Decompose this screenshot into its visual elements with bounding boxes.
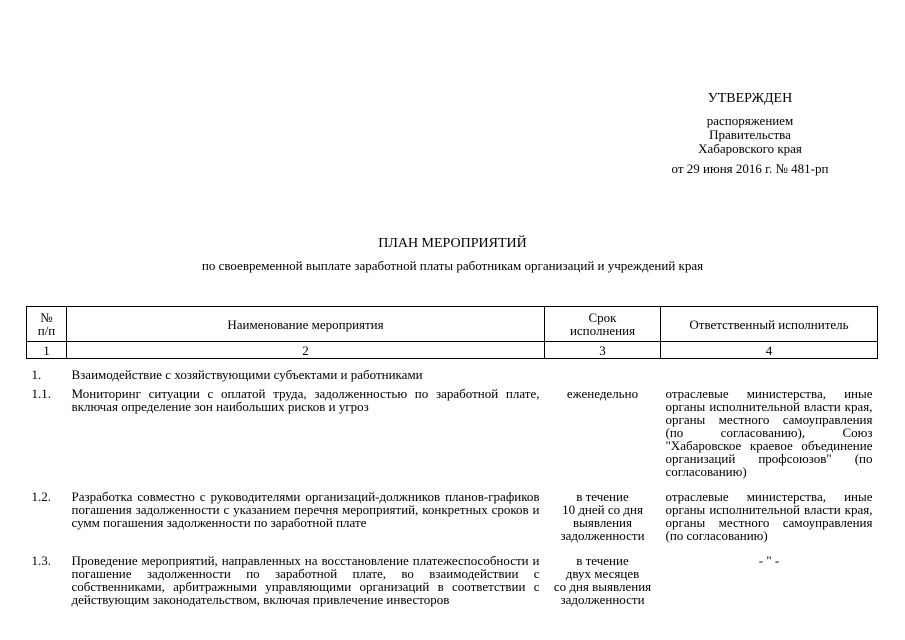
header-num: № п/п — [27, 307, 67, 342]
row-name: Проведение мероприятий, направленных на восстановление платежеспособности и погашение задолженности по заработной плате, во взаимодействии с собственниками, арбитражными управляющими организаций в соответствии с действующим законодательством, включая привлечение инвесторов — [71, 553, 540, 607]
row-name: Взаимодействие с хозяйствующими субъектами и работниками — [71, 367, 423, 382]
row-num: 1.3. — [31, 553, 51, 568]
row-num: 1.2. — [31, 489, 51, 504]
approval-stamp — [640, 92, 860, 176]
row-resp: отраслевые министерства, иные органы исполнительной власти края, органы местного самоуправления (по согласованию) — [665, 489, 873, 543]
row-name: Мониторинг ситуации с оплатой труда, задолженностью по заработной плате, включая определение зон наибольших рисков и угроз — [71, 386, 540, 414]
plan-subtitle: по своевременной выплате заработной платы работникам организаций и учреждений края — [201, 258, 704, 273]
col-number-4: 4 — [661, 342, 878, 359]
row-resp: - " - — [758, 553, 780, 568]
row-term: в течение двух месяцев со дня выявления задолженности — [553, 553, 652, 607]
col-number-2: 2 — [67, 342, 545, 359]
col-number-1: 1 — [27, 342, 67, 359]
row-num: 1. — [31, 367, 42, 382]
header-term: Срок исполнения — [545, 307, 661, 342]
approval-title: УТВЕРЖДЕН — [707, 91, 793, 106]
table-row — [27, 490, 878, 554]
table-row — [27, 554, 878, 618]
approval-date: от 29 июня 2016 г. № 481-рп — [671, 161, 829, 176]
approval-line-2: Правительства — [709, 127, 791, 142]
row-term: в течение 10 дней со дня выявления задолженности — [560, 489, 645, 543]
row-name: Разработка совместно с руководителями организаций-должников планов-графиков погашения задолженности с указанием перечня мероприятий, конкретных сроков и сумм погашения задолженности по заработной плате — [71, 489, 540, 530]
plan-title: ПЛАН МЕРОПРИЯТИЙ — [378, 236, 527, 251]
header-name: Наименование мероприятия — [67, 307, 545, 342]
approval-line-1: распоряжением — [706, 113, 794, 128]
approval-line-3: Хабаровского края — [698, 141, 802, 156]
row-num: 1.1. — [31, 386, 51, 401]
header-resp: Ответственный исполнитель — [661, 307, 878, 342]
row-term: еженедельно — [566, 386, 639, 401]
table-row — [27, 359, 878, 388]
col-number-3: 3 — [545, 342, 661, 359]
table-header-row — [27, 307, 878, 342]
table-column-numbers-row — [27, 342, 878, 359]
plan-table — [26, 306, 878, 618]
table-row — [27, 387, 878, 490]
row-resp: отраслевые министерства, иные органы исполнительной власти края, органы местного самоуправления (по согласованию), Союз "Хабаровское краевое объединение организаций профсоюзов" (по согласованию) — [665, 386, 873, 479]
